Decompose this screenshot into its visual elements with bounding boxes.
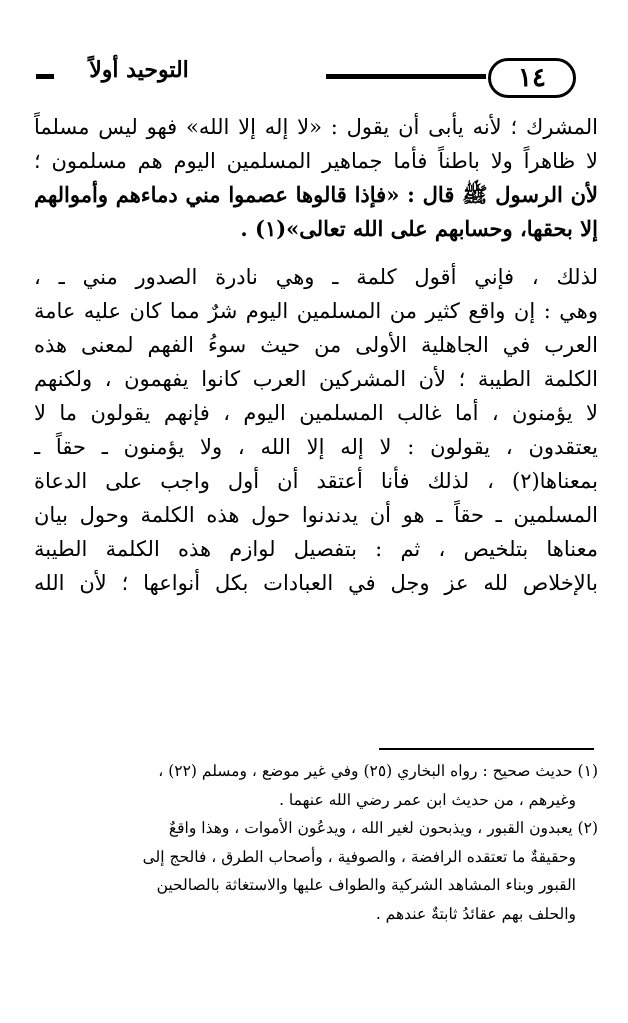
hadith-quote-line: لأن الرسول ﷺ قال : «فإذا قالوها عصموا مني دماءهم وأموالهم (34, 182, 598, 207)
body-line: معناها بتلخيص ، ثم : بتفصيل لوازم هذه الكلمة الطيبة (34, 537, 598, 561)
body-line: بمعناها(٢) ، لذلك فأنا أعتقد أن أول واجب على الدعاة (34, 469, 598, 493)
footnote-1-line: وغيرهم ، من حديث ابن عمر رضي الله عنهما . (279, 790, 576, 809)
page-header (36, 52, 596, 102)
body-line: المسلمين ـ حقاً ـ هو أن يدندنوا حول هذه الكلمة وحول بيان (34, 503, 598, 527)
body-line: المشرك ؛ لأنه يأبى أن يقول : «لا إله إلا الله» فهو ليس مسلماً (34, 115, 598, 139)
footnote-divider (379, 748, 594, 750)
footnotes (34, 757, 598, 928)
page-number: ١٤ (488, 58, 576, 98)
body-line: بالإخلاص لله عز وجل في العبادات بكل أنواعها ؛ لأن الله (34, 571, 598, 595)
body-line: يعتقدون ، يقولون : لا إله إلا الله ، ولا يؤمنون ـ حقاً ـ (34, 435, 598, 459)
header-rule-right (326, 74, 486, 79)
footnote-1-line: (١) حديث صحيح : رواه البخاري (٢٥) وفي غير موضع ، ومسلم (٢٢) ، (158, 762, 598, 780)
body-line: الكلمة الطيبة ؛ لأن المشركين العرب كانوا يفهمون ، ولكنهم (34, 367, 598, 391)
body-line: لا ظاهراً ولا باطناً فأما جماهير المسلمين اليوم هم مسلمون ؛ (34, 149, 598, 173)
hadith-quote-line: إلا بحقها، وحسابهم على الله تعالى»(١) . (240, 216, 598, 241)
header-rule-left (36, 74, 54, 79)
footnote-2-line: وحقيقةٌ ما تعتقده الرافضة ، والصوفية ، وأصحاب الطرق ، فالحج إلى (142, 847, 576, 866)
body-line: لا يؤمنون ، أما غالب المسلمين اليوم ، فإنهم يقولون ما لا (34, 401, 598, 425)
body-text (34, 110, 598, 600)
running-title: التوحيد أولاً (89, 57, 189, 83)
footnote-2-line: القبور وبناء المشاهد الشركية والطواف عليها والاستغاثة بالصالحين (156, 876, 576, 894)
body-line: لذلك ، فإني أقول كلمة ـ وهي نادرة الصدور مني ـ ، (34, 265, 598, 289)
body-line: وهي : إن واقع كثير من المسلمين اليوم شرٌ مما كان عليه عامة (34, 299, 598, 323)
footnote-2-line: (٢) يعبدون القبور ، ويذبحون لغير الله ، ويدعُون الأموات ، وهذا واقعٌ (168, 819, 598, 837)
paragraph-gap (34, 246, 598, 260)
footnote-2-line: والحلف بهم عقائدُ ثابتةٌ عندهم . (375, 904, 576, 923)
body-line: العرب في الجاهلية الأولى من حيث سوءُ الفهم لمعنى هذه (34, 333, 598, 357)
